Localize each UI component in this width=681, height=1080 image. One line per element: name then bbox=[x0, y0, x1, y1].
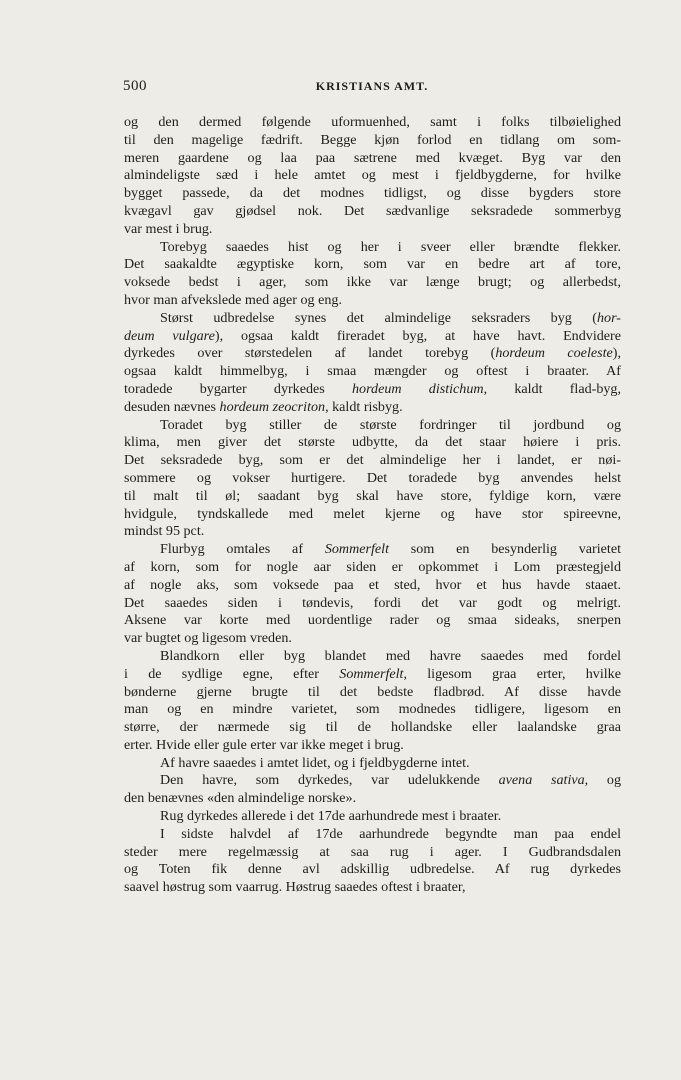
body-text bbox=[124, 114, 621, 897]
text-line: meren gaardene og laa paa sætrene med kvæget. Byg var den bbox=[124, 149, 621, 166]
text-line: desuden nævnes hordeum zeocriton, kaldt risbyg. bbox=[124, 398, 403, 415]
text-line: deum vulgare), ogsaa kaldt fireradet byg, at have havt. Endvidere bbox=[124, 327, 621, 344]
text-line: Det saaedes siden i tøndevis, fordi det var godt og melrigt. bbox=[124, 594, 621, 611]
text-line: af nogle aks, som voksede paa et sted, hvor et hus havde staaet. bbox=[124, 576, 621, 593]
page-number: 500 bbox=[123, 78, 147, 94]
text-line: Det seksradede byg, som er det almindelige her i landet, er nøi- bbox=[124, 452, 621, 469]
text-line: saavel høstrug som vaarrug. Høstrug saaedes oftest i braater, bbox=[124, 879, 466, 896]
paragraph bbox=[124, 541, 621, 648]
paragraph bbox=[124, 826, 621, 897]
text-line: bønderne gjerne brugte til det bedste fladbrød. Af disse havde bbox=[124, 683, 621, 700]
text-line: Aksene var korte med uordentlige rader og smaa sideaks, snerpen bbox=[124, 612, 621, 629]
text-line: større, der nærmede sig til de hollandske eller laalandske graa bbox=[124, 719, 621, 736]
text-line: hvor man afvekslede med ager og eng. bbox=[124, 291, 342, 308]
text-line: Blandkorn eller byg blandet med havre saaedes med fordel bbox=[160, 647, 621, 664]
text-line: steder mere regelmæssig at saa rug i ager. I Gudbrandsdalen bbox=[124, 843, 621, 860]
text-line: voksede bedst i ager, som ikke var længe brugt; og allerbedst, bbox=[124, 274, 621, 291]
paragraph bbox=[124, 114, 621, 239]
text-line: den benævnes «den almindelige norske». bbox=[124, 790, 357, 807]
text-line: bygget passede, da det modnes tidligst, og disse bygders store bbox=[124, 185, 621, 202]
text-line: og den dermed følgende uformuenhed, samt i folks tilbøielighed bbox=[124, 114, 621, 130]
text-line: Af havre saaedes i amtet lidet, og i fjeldbygderne intet. bbox=[160, 754, 470, 771]
text-line: ogsaa kaldt himmelbyg, i smaa mængder og oftest i braater. Af bbox=[124, 363, 621, 380]
text-line: og Toten fik denne avl adskillig udbredelse. Af rug dyrkedes bbox=[124, 861, 621, 878]
text-line: Toradet byg stiller de største fordringer til jordbund og bbox=[160, 416, 621, 433]
text-line: sommere og vokser hurtigere. Det toradede byg anvendes helst bbox=[124, 469, 621, 486]
text-line: var bugtet og ligesom vreden. bbox=[124, 630, 292, 647]
text-line: toradede bygarter dyrkedes hordeum distichum, kaldt flad-byg, bbox=[124, 380, 621, 397]
text-line: klima, men giver det største udbytte, da det staar høiere i pris. bbox=[124, 434, 621, 451]
paragraph bbox=[124, 417, 621, 542]
paragraph bbox=[124, 755, 621, 773]
page-header bbox=[123, 78, 621, 100]
paragraph bbox=[124, 648, 621, 755]
text-line: I sidste halvdel af 17de aarhundrede begyndte man paa endel bbox=[160, 825, 621, 842]
text-line: Rug dyrkedes allerede i det 17de aarhundrede mest i braater. bbox=[160, 808, 502, 825]
text-line: dyrkedes over størstedelen af landet torebyg (hordeum coeleste), bbox=[124, 345, 621, 362]
text-line: i de sydlige egne, efter Sommerfelt, ligesom graa erter, hvilke bbox=[124, 665, 621, 682]
text-line: mindst 95 pct. bbox=[124, 523, 205, 540]
paragraph bbox=[124, 310, 621, 417]
text-line: Størst udbredelse synes det almindelige seksraders byg (hor- bbox=[160, 309, 621, 326]
text-line: var mest i brug. bbox=[124, 220, 213, 237]
text-line: hvidgule, tyndskallede med melet kjerne og have stor spireevne, bbox=[124, 505, 621, 522]
text-line: Flurbyg omtales af Sommerfelt som en besynderlig varietet bbox=[160, 541, 621, 558]
paragraph bbox=[124, 808, 621, 826]
text-line: til malt til øl; saadant byg skal have store, fyldige korn, være bbox=[124, 487, 621, 504]
text-line: Det saakaldte ægyptiske korn, som var en bedre art af tore, bbox=[124, 256, 621, 273]
text-line: erter. Hvide eller gule erter var ikke meget i brug. bbox=[124, 736, 404, 753]
text-line: af korn, som for nogle aar siden er opkommet i Lom præstegjeld bbox=[124, 558, 621, 575]
running-title: KRISTIANS AMT. bbox=[315, 79, 429, 93]
text-line: almindeligste sæd i hele amtet og mest i fjeldbygderne, for hvilke bbox=[124, 167, 621, 184]
text-line: Torebyg saaedes hist og her i sveer eller brændte flekker. bbox=[160, 238, 621, 255]
text-line: man og en mindre varietet, som modnedes tidligere, ligesom en bbox=[124, 701, 621, 718]
paragraph bbox=[124, 772, 621, 808]
text-line: til den magelige fædrift. Begge kjøn forlod en tidlang om som- bbox=[124, 131, 621, 148]
paragraph bbox=[124, 239, 621, 310]
text-line: kvægavl gav gjødsel nok. Det sædvanlige seksradede sommerbyg bbox=[124, 202, 621, 219]
text-line: Den havre, som dyrkedes, var udelukkende avena sativa, og bbox=[160, 772, 622, 789]
